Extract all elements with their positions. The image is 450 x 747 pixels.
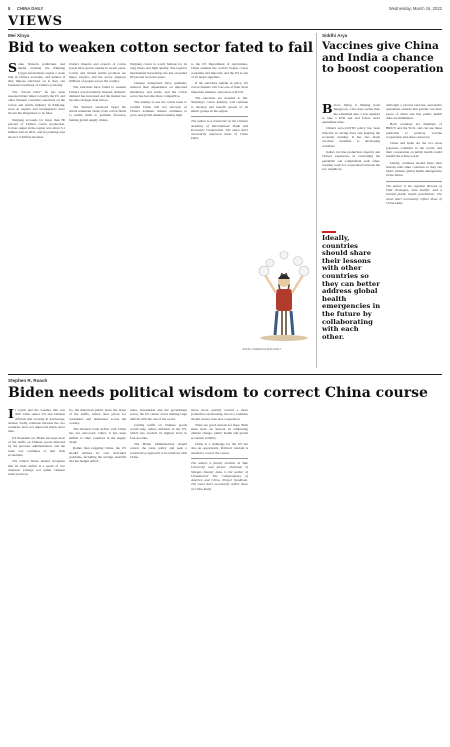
article1-byline: Mei Xinyu	[8, 33, 30, 38]
article3-col3-p1: taxes, households and the government sector, the US cannot avoid running large deficits with the rest of the world.	[130, 408, 187, 421]
article3-col2-p3: Rather than targeting China, the US should address its own structural problems, including the savings shortfall and the budget deficit.	[69, 446, 126, 464]
article3-col4-p2: There are good reasons for hope. Both sides have an interest in addressing climate change, public health and global economic stability.	[191, 422, 248, 440]
article2-col2-p3: China and India are the two most populous countries in the world, and their cooperation on public health would benefit the whole world.	[386, 141, 442, 159]
article1-col1-p3: Xinjiang accounts for more than 80 percent of China's cotton production. Cotton output in the region was about 5.1 million tons in 2021, and its planting area about 2.5 million hectares.	[8, 117, 65, 139]
article3-headline[interactable]: Biden needs political wisdom to correct China course	[8, 385, 428, 401]
article3-col3	[130, 408, 187, 740]
issue-date: Wednesday, March 16, 2022	[388, 6, 442, 11]
pull-quote: Ideally, countries should share their lessons with other countries so they can better address global health emergencies in the future by collaborating with each other.	[322, 234, 381, 341]
article2-byline: Siddhi Arya	[322, 33, 348, 38]
article3-col1-p3: The United States should recognize that its trade deficit is a result of low domestic savings, not unfair Chinese trade practices.	[8, 459, 65, 477]
article1-col4-p2: If the sanctions remain in place, US cotton farmers will lose one of their most important markets, and prices will fall.	[191, 81, 248, 94]
article2-headline[interactable]: Vaccines give China and India a chance to boost cooperation	[322, 40, 444, 76]
article1-col4-p1: to the US Department of Agriculture, China remains the world's largest cotton consumer and importer, and the US is one of its major suppliers.	[191, 62, 248, 79]
article3-col2-p1: So, the American public bears the brunt of the tariffs, which raise prices for consumers and businesses across the country.	[69, 408, 126, 425]
article1-col3-p2: Chinese enterprises have gradually reduced their dependence on imported machinery and seeds, and the cotton sector has become more competitive.	[130, 81, 187, 99]
column-divider	[316, 33, 317, 368]
article1-col3	[130, 62, 187, 374]
author-note-divider	[386, 181, 442, 182]
section-rule	[8, 29, 442, 30]
article1-col3-p1: Xinjiang cotton is world famous for its long fibers and high quality. The region's mechanized harvesting rate has exceeded 80 percent in recent years.	[130, 62, 187, 79]
article1-author-note: The author is a researcher at the Chinese Academy of International Trade and Economic Cooperation. The views don't necessarily represent those of China Daily.	[191, 119, 248, 141]
article3-col1-p1: t wasn't just the weather that was chill when senior US and Chinese officials met recently in Anchorage, Alaska. Sadly, relations between the two countries have not improved much since then.	[8, 408, 65, 434]
article1-col4-p3: The sanctions are doomed to fail. Xinjiang's cotton industry will continue to develop and benefit people of all ethnic groups in the region.	[191, 96, 248, 113]
illustration-credit: JIANG CHENG/CHINA DAILY	[242, 347, 282, 351]
article1-col3-p3: The attempt to use the cotton issue to contain China will not succeed, as China's domestic market continues to grow and global demand remains high.	[130, 100, 187, 118]
article1-col2	[69, 62, 126, 374]
article1-headline[interactable]: Bid to weaken cotton sector fated to fail	[8, 40, 313, 56]
article3-dropcap: I	[8, 408, 14, 421]
article3-col3-p3: The Biden administration should review the trade policy and seek a constructive approach to its relations with China.	[130, 442, 187, 459]
article2-author-note: The author is the regional director of Vital Strategies, Asia Pacific, and a trained public health practitioner. The views don't necessarily reflect those of China Daily.	[386, 183, 442, 205]
article1-col4	[191, 62, 248, 237]
article2-col2	[386, 103, 442, 368]
article2-col1-p2: China's zero-COVID policy has been effective in saving lives and keeping the economy running. It has also made vaccines available to developing countries.	[322, 126, 380, 148]
article3-author-note: The author, a faculty member at Yale University and former chairman of Morgan Stanley Asia, is the author of Unbalanced: The Codependency of America and China. Project Syndicate. The views don't necessarily reflect those of China Daily.	[191, 460, 248, 491]
article3-col2-p2: The bilateral trade deficit with China has not narrowed; rather, it has been shifted to other countries in the supply chain.	[69, 427, 126, 445]
pull-quote-accent	[322, 231, 336, 233]
article3-col4	[191, 408, 248, 740]
article1-dropcap: S	[8, 62, 18, 75]
article3-col1-p2: US President Joe Biden has kept most of the tariffs on Chinese goods imposed by the previous administration, and the trade war continues to hurt both economies.	[8, 435, 65, 457]
author-note-divider	[191, 458, 248, 459]
article1-col1-p1: ome Western politicians and media consider the Xinjiang Uygur autonomous region a weak link in China's economy, and believe if they impose sanctions on it, they can break the backbone of China's economy.	[8, 62, 65, 88]
article2-col2-p1: Although a pivotal exercise, preventive quarantine ensures that parents can have peace of mind and that public health risks are minimized.	[386, 103, 442, 120]
article3-col1	[8, 408, 65, 740]
article1-col1	[8, 62, 65, 374]
top-bar	[8, 5, 442, 14]
article3-col4-p1: move more quickly toward a more productive relationship, the two countries should restore trust and cooperation.	[191, 408, 248, 421]
article-divider	[8, 374, 442, 375]
article3-col3-p2: Cutting tariffs on Chinese goods would help reduce inflation in the US, which has reached its highest level in four decades.	[130, 422, 187, 440]
paper-name: CHINA DAILY	[17, 6, 44, 11]
article3-byline: Stephen R. Roach	[8, 378, 48, 383]
cotton-figure-illustration	[255, 245, 313, 343]
author-note-divider	[191, 116, 248, 117]
article2-col1-p1: efore flying to Beijing from Singapore, a few days earlier than the scheduled date, I was required to take a PCR test and follow strict quarantine rules.	[322, 103, 380, 125]
article1-col1-p2: The "forced labor" lie has been repeated many times to justify the US and other Western countries' sanctions on the cotton and textile industry in Xinjiang, even as experts and investigators have shown the allegations to be false.	[8, 89, 65, 116]
article2-col1-p3: India's vaccine production capacity and China's experience in controlling the pandemic can complement each other, creating room for cooperation between the two neighbors.	[322, 149, 380, 172]
page-number: 8	[8, 6, 11, 11]
article2-col2-p4: Ideally, countries should share their lessons with other countries so they can better address global health emergencies in the future.	[386, 160, 442, 178]
article1-col2-p3: The Western sanctions target the whole industrial chain, from cotton fields to textile mills to garment factories, hurting global supply chains.	[69, 104, 126, 122]
article1-col2-p2: The sanctions have failed to weaken China's cotton industry. Instead, domestic demand has increased and the market has become stronger than before.	[69, 85, 126, 103]
article2-col2-p2: Both countries are members of BRICS and the SCO, and can use these platforms to promote vaccine cooperation and share resources.	[386, 122, 442, 140]
section-title: VIEWS	[8, 14, 64, 29]
article2-dropcap: B	[322, 103, 333, 116]
article1-col2-p1: China's imports and exports of cotton goods have grown rapidly in recent years. Cotton and related textile products are major exports, and the sector employs millions of people across the country.	[69, 62, 126, 84]
article3-col4-p3: China is a challenge for the US but also an opportunity. Political wisdom is needed to correct the course.	[191, 442, 248, 455]
illustration	[255, 245, 313, 343]
article3-col2	[69, 408, 126, 740]
